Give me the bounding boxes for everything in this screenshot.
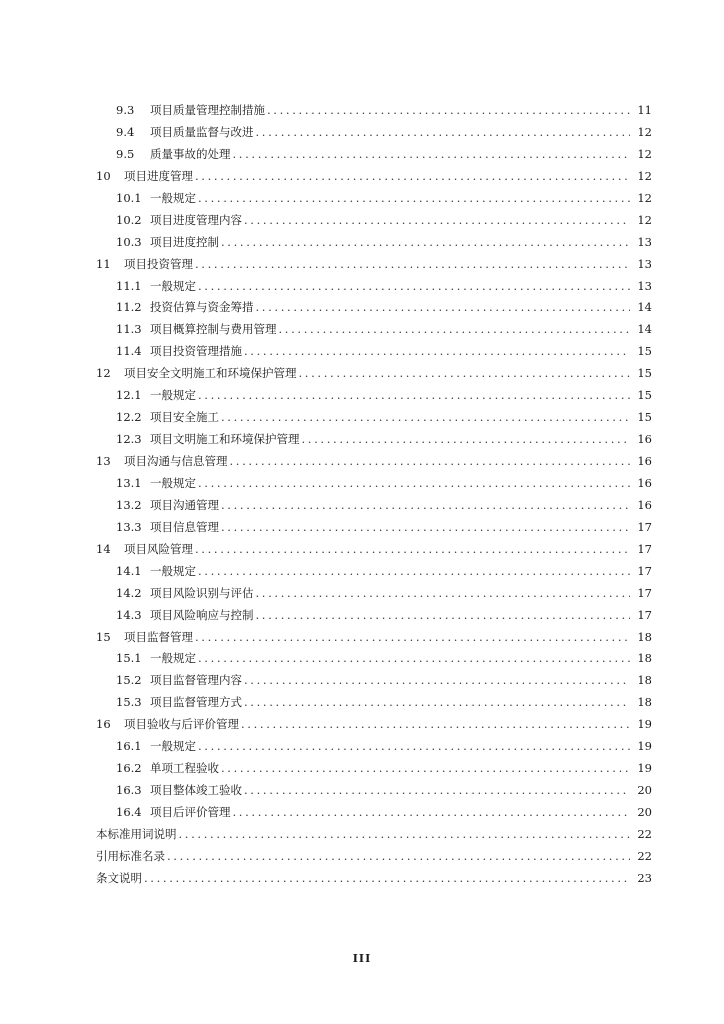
toc-entry-number: 16.3 xyxy=(116,783,142,798)
toc-entry-number: 15.3 xyxy=(116,695,142,710)
toc-leader-dots xyxy=(279,319,631,341)
toc-entry-page: 12 xyxy=(637,124,652,139)
toc-entry-page: 20 xyxy=(637,783,652,798)
toc-entry[interactable] xyxy=(96,210,652,232)
toc-entry[interactable] xyxy=(96,341,652,363)
toc-leader-dots xyxy=(256,583,631,605)
toc-leader-dots xyxy=(244,670,630,692)
toc-entry-page: 12 xyxy=(637,146,652,161)
toc-entry-page: 13 xyxy=(637,278,652,293)
toc-entry-page: 16 xyxy=(637,475,652,490)
toc-entry-page: 18 xyxy=(637,629,652,644)
toc-entry[interactable] xyxy=(96,627,652,649)
toc-entry-title: 项目监督管理内容 xyxy=(150,673,242,688)
toc-entry-title: 项目概算控制与费用管理 xyxy=(150,322,277,337)
toc-entry-number: 10.3 xyxy=(116,234,142,249)
toc-entry-title: 质量事故的处理 xyxy=(150,146,231,161)
toc-entry-title: 本标准用词说明 xyxy=(96,826,177,841)
toc-entry-number: 14 xyxy=(96,541,111,556)
toc-entry-page: 17 xyxy=(637,607,652,622)
toc-entry-number: 9.4 xyxy=(116,124,135,139)
toc-entry-page: 16 xyxy=(637,454,652,468)
toc-entry-number: 11.3 xyxy=(116,322,142,337)
toc-entry[interactable] xyxy=(96,188,652,210)
toc-entry-page: 15 xyxy=(637,410,652,425)
toc-entry-number: 13.2 xyxy=(116,497,142,512)
toc-entry-number: 9.3 xyxy=(116,103,135,117)
toc-entry-title: 项目风险管理 xyxy=(124,541,193,556)
toc-entry[interactable] xyxy=(96,254,652,276)
toc-entry[interactable] xyxy=(96,736,652,758)
toc-entry-number: 13.1 xyxy=(116,475,142,490)
toc-entry-page: 12 xyxy=(637,212,652,227)
toc-entry[interactable] xyxy=(96,780,652,802)
toc-entry[interactable] xyxy=(96,670,652,692)
toc-entry[interactable] xyxy=(96,758,652,780)
toc-leader-dots xyxy=(198,648,630,670)
toc-entry-number: 12 xyxy=(96,366,111,381)
toc-entry-title: 项目监督管理方式 xyxy=(150,695,242,710)
toc-leader-dots xyxy=(244,341,630,363)
toc-leader-dots xyxy=(198,385,630,407)
toc-leader-dots xyxy=(256,605,631,627)
toc-entry-page: 16 xyxy=(637,432,652,447)
toc-entry[interactable] xyxy=(96,451,652,473)
toc-entry-number: 12.2 xyxy=(116,410,142,425)
toc-entry-title: 项目安全文明施工和环境保护管理 xyxy=(124,366,297,381)
toc-entry-page: 11 xyxy=(637,103,652,117)
toc-entry-number: 14.1 xyxy=(116,563,142,578)
toc-leader-dots xyxy=(144,868,630,890)
toc-entry[interactable] xyxy=(96,583,652,605)
toc-leader-dots xyxy=(256,297,631,319)
toc-entry-page: 20 xyxy=(637,805,652,819)
toc-entry-page: 14 xyxy=(637,322,652,337)
toc-entry-title: 项目信息管理 xyxy=(150,519,219,534)
toc-entry-number: 10 xyxy=(96,168,111,183)
toc-entry-number: 10.2 xyxy=(116,212,142,227)
toc-entry-title: 一般规定 xyxy=(150,739,196,754)
toc-entry[interactable] xyxy=(96,166,652,188)
table-of-contents xyxy=(96,100,652,890)
toc-entry[interactable] xyxy=(96,605,652,627)
toc-entry-page: 12 xyxy=(637,190,652,205)
toc-entry-page: 17 xyxy=(637,519,652,534)
toc-leader-dots xyxy=(195,627,630,649)
toc-entry[interactable] xyxy=(96,297,652,319)
toc-entry-title: 项目监督管理 xyxy=(124,629,193,644)
toc-entry-number: 16.4 xyxy=(116,805,142,819)
toc-entry-title: 一般规定 xyxy=(150,475,196,490)
toc-entry-page: 15 xyxy=(637,344,652,359)
toc-entry-number: 11.4 xyxy=(116,344,142,359)
toc-entry-page: 17 xyxy=(637,563,652,578)
toc-entry-page: 22 xyxy=(637,848,652,863)
toc-entry-title: 项目进度控制 xyxy=(150,234,219,249)
toc-entry-page: 17 xyxy=(637,585,652,600)
toc-entry-title: 项目后评价管理 xyxy=(150,805,231,819)
page-number: III xyxy=(352,952,372,965)
toc-entry-number: 15.1 xyxy=(116,651,142,666)
toc-entry-number: 11.1 xyxy=(116,278,142,293)
toc-entry[interactable] xyxy=(96,407,652,429)
toc-entry-title: 投资估算与资金筹措 xyxy=(150,300,254,315)
toc-entry[interactable] xyxy=(96,539,652,561)
toc-entry-page: 19 xyxy=(637,761,652,776)
toc-leader-dots xyxy=(244,780,630,802)
toc-leader-dots xyxy=(302,429,631,451)
toc-entry-page: 22 xyxy=(637,826,652,841)
toc-entry[interactable] xyxy=(96,561,652,583)
toc-leader-dots xyxy=(233,144,631,166)
toc-entry-title: 项目安全施工 xyxy=(150,410,219,425)
toc-entry-title: 项目沟通与信息管理 xyxy=(124,454,228,468)
toc-entry-number: 13.3 xyxy=(116,519,142,534)
toc-leader-dots xyxy=(230,451,631,473)
toc-entry[interactable] xyxy=(96,473,652,495)
toc-entry-title: 一般规定 xyxy=(150,388,196,403)
toc-entry-number: 14.3 xyxy=(116,607,142,622)
toc-entry-page: 16 xyxy=(637,497,652,512)
toc-entry[interactable] xyxy=(96,232,652,254)
toc-entry-page: 19 xyxy=(637,739,652,754)
toc-entry-number: 15.2 xyxy=(116,673,142,688)
toc-entry-title: 项目投资管理 xyxy=(124,256,193,271)
toc-leader-dots xyxy=(179,824,631,846)
toc-entry-page: 14 xyxy=(637,300,652,315)
toc-entry[interactable] xyxy=(96,144,652,166)
toc-entry[interactable] xyxy=(96,824,652,846)
toc-entry-title: 项目进度管理 xyxy=(124,168,193,183)
toc-entry-page: 15 xyxy=(637,366,652,381)
toc-leader-dots xyxy=(267,100,630,122)
toc-leader-dots xyxy=(221,232,630,254)
toc-entry-page: 12 xyxy=(637,168,652,183)
toc-entry-number: 15 xyxy=(96,629,111,644)
toc-leader-dots xyxy=(198,736,630,758)
toc-entry-page: 18 xyxy=(637,651,652,666)
toc-entry-number: 14.2 xyxy=(116,585,142,600)
toc-entry-number: 12.1 xyxy=(116,388,142,403)
toc-entry[interactable] xyxy=(96,868,652,890)
toc-entry[interactable] xyxy=(96,276,652,298)
toc-entry-page: 19 xyxy=(637,717,652,732)
toc-entry-title: 项目质量管理控制措施 xyxy=(150,103,265,117)
toc-leader-dots xyxy=(233,802,631,824)
toc-entry[interactable] xyxy=(96,100,652,122)
toc-entry-number: 9.5 xyxy=(116,146,135,161)
toc-entry[interactable] xyxy=(96,517,652,539)
toc-entry-title: 项目文明施工和环境保护管理 xyxy=(150,432,300,447)
toc-entry-title: 项目风险识别与评估 xyxy=(150,585,254,600)
toc-entry-title: 项目投资管理措施 xyxy=(150,344,242,359)
toc-entry-title: 项目质量监督与改进 xyxy=(150,124,254,139)
toc-entry-page: 15 xyxy=(637,388,652,403)
toc-entry-number: 16.2 xyxy=(116,761,142,776)
toc-entry-page: 13 xyxy=(637,234,652,249)
toc-entry-title: 一般规定 xyxy=(150,190,196,205)
toc-entry[interactable] xyxy=(96,692,652,714)
toc-entry-page: 17 xyxy=(637,541,652,556)
toc-entry-title: 条文说明 xyxy=(96,870,142,885)
toc-entry-page: 18 xyxy=(637,695,652,710)
toc-entry-title: 引用标准名录 xyxy=(96,848,165,863)
toc-leader-dots xyxy=(221,495,630,517)
toc-entry-number: 13 xyxy=(96,454,111,468)
toc-entry[interactable] xyxy=(96,319,652,341)
toc-entry-page: 13 xyxy=(637,256,652,271)
toc-entry[interactable] xyxy=(96,846,652,868)
toc-entry-title: 一般规定 xyxy=(150,651,196,666)
toc-entry-number: 16.1 xyxy=(116,739,142,754)
toc-leader-dots xyxy=(221,407,630,429)
toc-entry[interactable] xyxy=(96,648,652,670)
toc-entry-page: 23 xyxy=(637,870,652,885)
toc-leader-dots xyxy=(299,363,631,385)
toc-leader-dots xyxy=(244,692,630,714)
toc-entry[interactable] xyxy=(96,495,652,517)
toc-entry-title: 一般规定 xyxy=(150,563,196,578)
toc-leader-dots xyxy=(195,166,630,188)
toc-leader-dots xyxy=(198,276,630,298)
toc-leader-dots xyxy=(198,188,630,210)
toc-leader-dots xyxy=(195,539,630,561)
toc-entry[interactable] xyxy=(96,714,652,736)
toc-leader-dots xyxy=(241,714,630,736)
toc-entry[interactable] xyxy=(96,385,652,407)
toc-leader-dots xyxy=(256,122,631,144)
toc-entry-title: 项目进度管理内容 xyxy=(150,212,242,227)
toc-entry-title: 项目验收与后评价管理 xyxy=(124,717,239,732)
toc-leader-dots xyxy=(198,473,630,495)
toc-entry-title: 项目风险响应与控制 xyxy=(150,607,254,622)
toc-entry-number: 12.3 xyxy=(116,432,142,447)
toc-leader-dots xyxy=(244,210,630,232)
toc-leader-dots xyxy=(221,517,630,539)
toc-entry[interactable] xyxy=(96,802,652,824)
toc-leader-dots xyxy=(221,758,630,780)
toc-entry-number: 11 xyxy=(96,256,111,271)
toc-entry-number: 10.1 xyxy=(116,190,142,205)
toc-leader-dots xyxy=(195,254,630,276)
toc-entry[interactable] xyxy=(96,429,652,451)
toc-entry-page: 18 xyxy=(637,673,652,688)
toc-leader-dots xyxy=(198,561,630,583)
toc-entry-title: 一般规定 xyxy=(150,278,196,293)
toc-entry-title: 项目整体竣工验收 xyxy=(150,783,242,798)
toc-entry-title: 单项工程验收 xyxy=(150,761,219,776)
toc-entry[interactable] xyxy=(96,363,652,385)
toc-entry[interactable] xyxy=(96,122,652,144)
toc-entry-number: 16 xyxy=(96,717,111,732)
toc-leader-dots xyxy=(167,846,630,868)
toc-entry-title: 项目沟通管理 xyxy=(150,497,219,512)
toc-entry-number: 11.2 xyxy=(116,300,142,315)
